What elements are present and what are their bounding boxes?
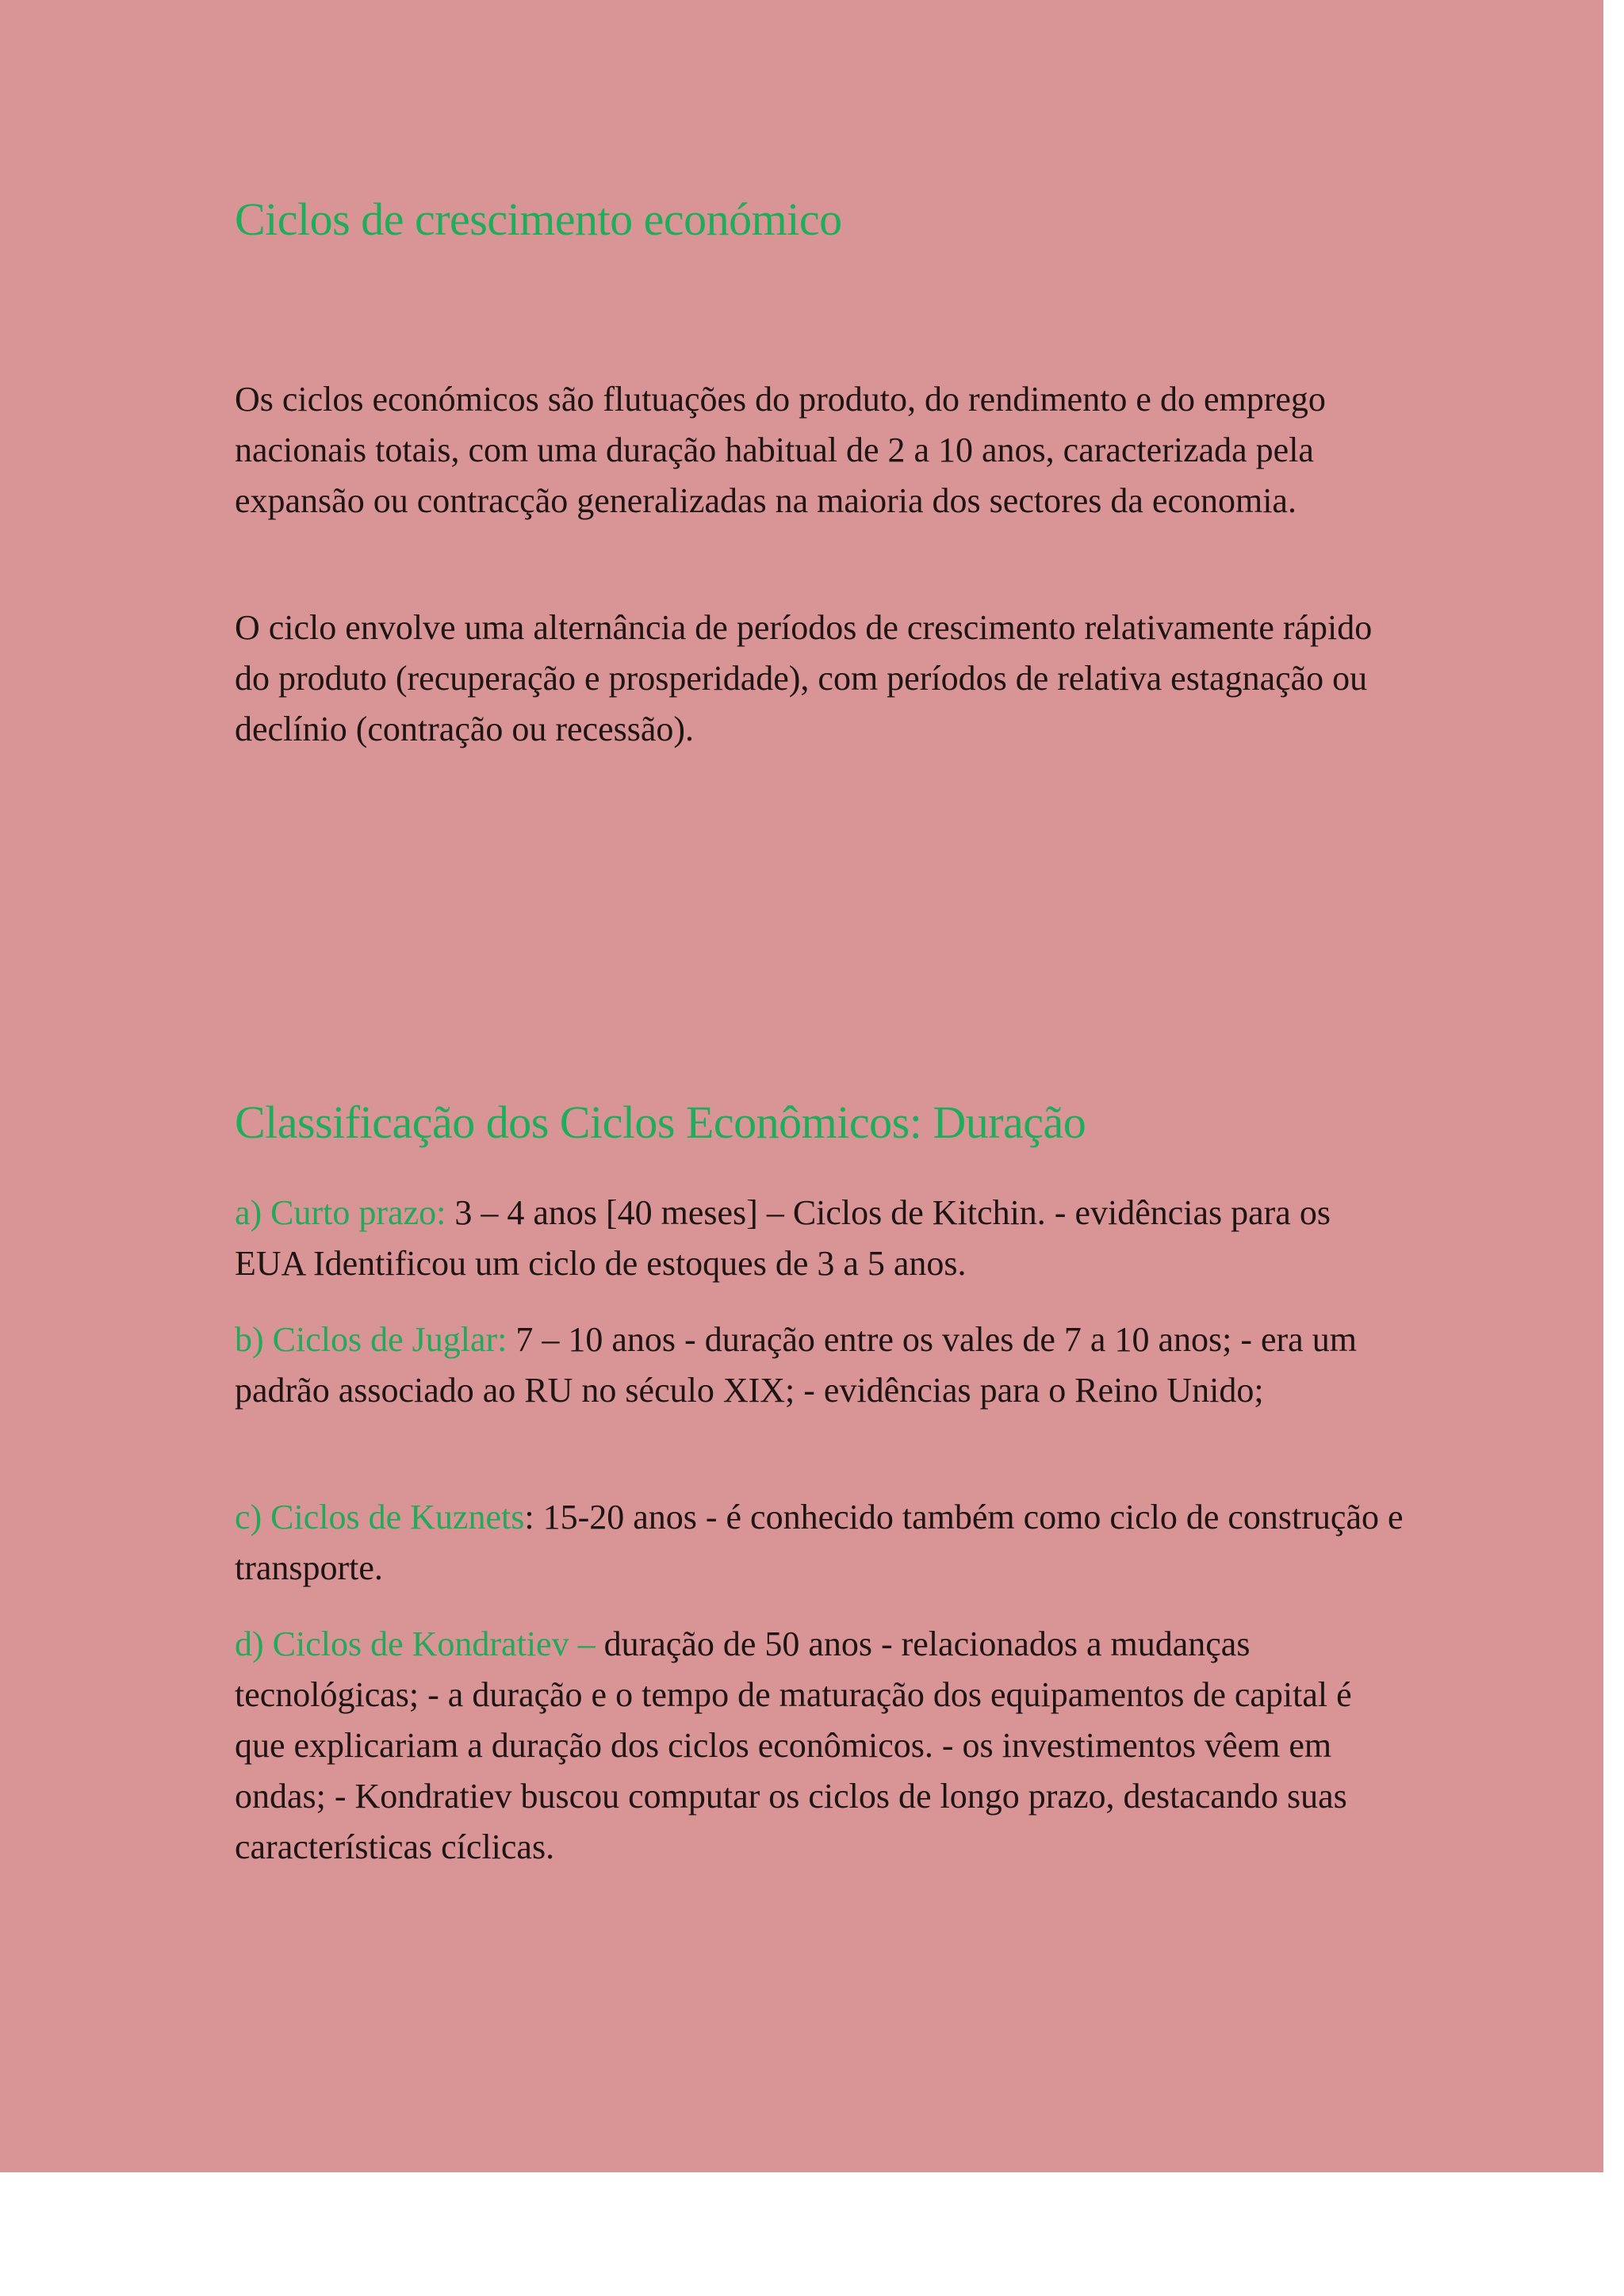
list-item-kondratiev bbox=[235, 1619, 1408, 1873]
list-item-kuznets bbox=[235, 1492, 1408, 1594]
item-text: duração de 50 anos - relacionados a mudanças tecnológicas; - a duração e o tempo de maturação dos equipamentos de capital é que explicariam a duração dos ciclos econômicos. - os investimentos vêem em ondas; - Kondratiev buscou computar os ciclos de longo prazo, destacando suas características cíclicas. bbox=[235, 1624, 1352, 1866]
paragraph-alternation: O ciclo envolve uma alternância de períodos de crescimento relativamente rápido do produto (recuperação e prosperidade), com períodos de relativa estagnação ou declínio (contração ou recessão). bbox=[235, 608, 1373, 748]
item-text: 3 – 4 anos [40 meses] – Ciclos de Kitchin. - evidências para os EUA Identificou um ciclo de estoques de 3 a 5 anos. bbox=[235, 1193, 1331, 1283]
section-title-growth-cycles: Ciclos de crescimento económico bbox=[235, 193, 842, 245]
item-text: : 15-20 anos - é conhecido também como ciclo de construção e transporte. bbox=[235, 1498, 1404, 1587]
item-label: d) Ciclos de Kondratiev – bbox=[235, 1624, 596, 1663]
item-label: a) Curto prazo: bbox=[235, 1193, 446, 1232]
list-item-short-term bbox=[235, 1188, 1408, 1289]
item-text: 7 – 10 anos - duração entre os vales de 7 a 10 anos; - era um padrão associado ao RU no século XIX; - evidências para o Reino Unido; bbox=[235, 1320, 1357, 1410]
item-label: c) Ciclos de Kuznets bbox=[235, 1498, 525, 1536]
item-label: b) Ciclos de Juglar: bbox=[235, 1320, 508, 1359]
list-item-juglar bbox=[235, 1314, 1408, 1416]
section-title-classification: Classificação dos Ciclos Econômicos: Duração bbox=[235, 1096, 1086, 1148]
paragraph-definition: Os ciclos económicos são flutuações do produto, do rendimento e do emprego nacionais totais, com uma duração habitual de 2 a 10 anos, caracterizada pela expansão ou contracção generalizadas na maioria dos sectores da economia. bbox=[235, 380, 1326, 520]
